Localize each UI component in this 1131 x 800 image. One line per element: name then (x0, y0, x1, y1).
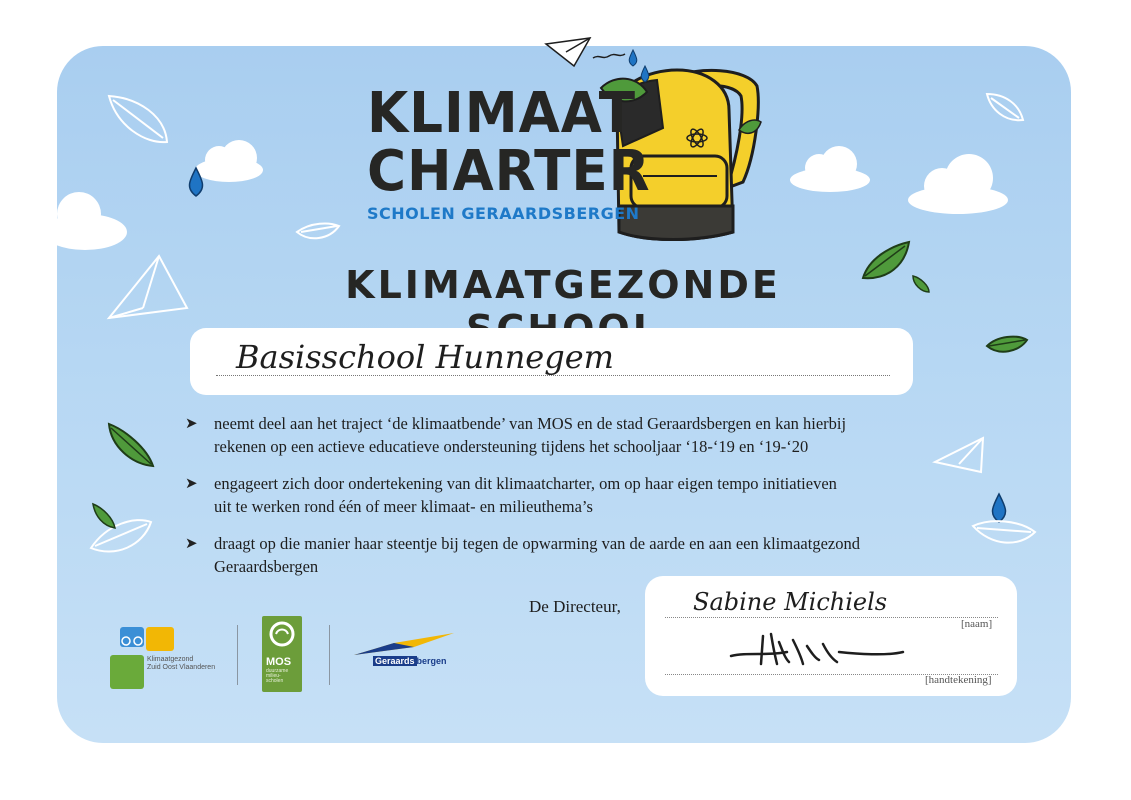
mos-logo-text: MOS (266, 656, 292, 668)
leaf-icon (973, 521, 1035, 542)
list-item-line: rekenen op een actieve educatieve ondersteuning tijdens het schooljaar ‘18-‘19 en ‘19-‘20 (214, 437, 809, 456)
water-drop-icon (992, 494, 1005, 522)
list-item (185, 412, 915, 458)
brand-subtitle: SCHOLEN GERAARDSBERGEN (367, 204, 640, 223)
name-line (665, 617, 998, 618)
list-item-line: uit te werken rond één of meer klimaat- en milieuthema’s (214, 497, 593, 516)
city-logo-text (373, 656, 447, 666)
leaf-icon (93, 504, 115, 528)
bullet-arrow-icon: ➤ (185, 414, 198, 432)
cloud-icon (195, 140, 263, 182)
cloud-icon (908, 154, 1008, 214)
commitment-list (185, 412, 915, 592)
list-item (185, 532, 915, 578)
paper-plane-icon (109, 256, 187, 318)
leaf-icon (987, 94, 1023, 120)
mos-logo-line: scholen (266, 678, 284, 684)
director-name: Sabine Michiels (693, 588, 888, 616)
signature-field-label: [handtekening] (925, 674, 992, 686)
cloud-icon (790, 146, 870, 192)
divider (237, 625, 238, 685)
mos-logo-line: milieu- (266, 673, 281, 679)
mos-emblem-icon (268, 620, 296, 648)
leaf-icon (913, 276, 929, 292)
brand-line-2: CHARTER (367, 139, 651, 204)
city-logo-part-a: Geraards (375, 656, 415, 666)
certificate-title: KLIMAATGEZONDE (345, 263, 781, 307)
water-drop-icon (629, 50, 637, 66)
bullet-arrow-icon: ➤ (185, 474, 198, 492)
leaf-icon (863, 242, 909, 278)
mos-logo-subtext (266, 669, 288, 684)
region-logo-text (147, 656, 215, 672)
name-field-label: [naam] (961, 618, 993, 630)
divider (329, 625, 330, 685)
school-name: Basisschool Hunnegem (236, 338, 614, 376)
brand-line-1: KLIMAAT (367, 81, 637, 146)
list-item-line: draagt op die manier haar steentje bij tegen de opwarming van de aarde en aan een klimaatgezond (214, 534, 860, 553)
swirl-decoration (593, 54, 625, 58)
list-item-line: neemt deel aan het traject ‘de klimaatbende’ van MOS en de stad Geraardsbergen en kan hierbij (214, 414, 847, 433)
list-item-text (214, 532, 860, 578)
geraardsbergen-logo (354, 633, 454, 657)
paper-plane-icon (935, 438, 983, 472)
leaf-icon (91, 520, 151, 551)
region-logo-line: Klimaatgezond (147, 656, 194, 663)
list-item-line: engageert zich door ondertekening van dit klimaatcharter, om op haar eigen tempo initiatieven (214, 474, 837, 493)
region-logo-line: Zuid Oost Vlaanderen (147, 664, 216, 671)
cloud-icon (57, 192, 127, 250)
handwritten-signature (727, 622, 907, 672)
leaf-icon (109, 424, 153, 466)
brand-logo (367, 81, 665, 223)
list-item-text (214, 412, 846, 458)
list-item-line: Geraardsbergen (214, 557, 319, 576)
director-label: De Directeur, (529, 597, 621, 616)
leaf-icon (109, 96, 167, 142)
bullet-arrow-icon: ➤ (185, 534, 198, 552)
mos-logo-line: duurzame (266, 668, 289, 674)
water-drop-icon (641, 66, 649, 82)
city-logo-part-b: bergen (416, 656, 447, 666)
list-item (185, 472, 915, 518)
leaf-icon (297, 224, 339, 239)
leaf-icon (987, 337, 1027, 352)
list-item-text (214, 472, 837, 518)
